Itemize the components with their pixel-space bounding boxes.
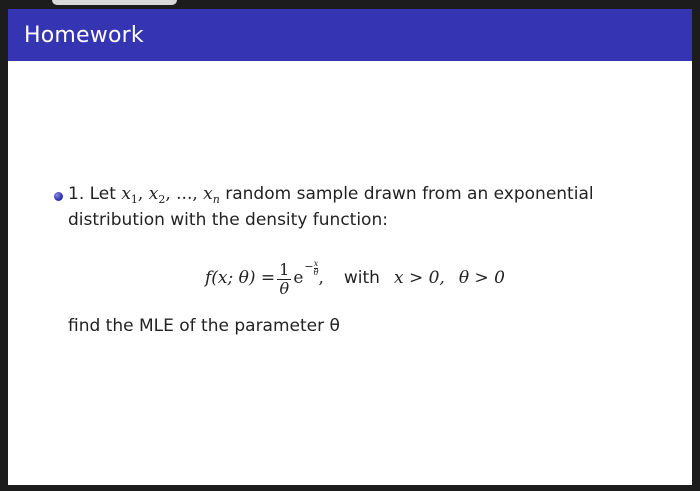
problem-line-1	[68, 184, 594, 204]
comma-2: , ...,	[165, 184, 204, 204]
formula-comma: ,	[318, 267, 324, 288]
formula-condition-2: θ > 0	[458, 267, 505, 288]
exponent-denominator: θ	[313, 268, 319, 277]
exponent-fraction	[314, 260, 319, 277]
var-xn: x	[203, 184, 213, 204]
bullet-icon	[54, 192, 63, 201]
problem-line-2: distribution with the density function:	[68, 210, 388, 230]
formula-exponent	[304, 260, 318, 277]
problem-intro: 1. Let	[68, 184, 122, 204]
sub-n: n	[212, 193, 220, 206]
formula-fraction	[277, 261, 291, 298]
formula-with: with	[343, 267, 380, 288]
var-x2: x	[148, 184, 159, 204]
slide-content	[8, 9, 692, 485]
density-formula	[205, 259, 505, 296]
exponent-numerator: x	[313, 259, 319, 268]
problem-line-4: find the MLE of the parameter θ	[68, 316, 340, 336]
slide-title: Homework	[24, 22, 144, 48]
slide	[8, 9, 692, 485]
sub-2: 2	[158, 193, 166, 206]
problem-intro-suffix: random sample drawn from an exponential	[219, 184, 594, 204]
window-tab	[52, 0, 177, 5]
exponent-sign: −	[304, 260, 314, 273]
var-x1: x	[121, 184, 131, 204]
comma-1: ,	[137, 184, 149, 204]
formula-base: e	[293, 267, 304, 288]
formula-condition-1: x > 0,	[393, 267, 445, 288]
sub-1: 1	[130, 193, 138, 206]
formula-lhs: f(x; θ) =	[205, 267, 276, 288]
fraction-numerator: 1	[279, 260, 290, 279]
fraction-denominator: θ	[279, 279, 290, 298]
